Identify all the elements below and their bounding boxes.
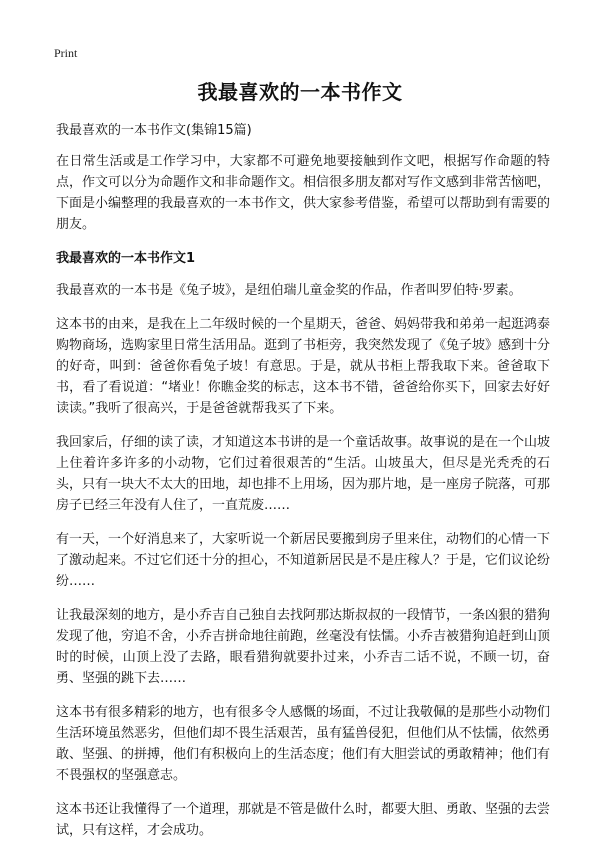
paragraph-5: 让我最深刻的地方，是小乔吉自己独自去找阿那达斯叔叔的一段情节，一条凶狠的猎狗发现了他，穷追不舍，小乔吉拼命地往前跑，丝毫没有怯懦。小乔吉被猎狗追赶到山顶时的时候，山顶上没了去路，眼看猎狗就要扑过来，小乔吉二话不说，不顾一切，奋勇、坚强的跳下去…… bbox=[56, 608, 551, 686]
paragraph-2: 这本书的由来，是我在上二年级时候的一个星期天，爸爸、妈妈带我和弟弟一起逛鸿泰购物商场，选购家里日常生活用品。逛到了书柜旁，我突然发现了《兔子坡》感到十分的好奇，叫到：爸爸你看兔子坡！有意思。于是，就从书柜上帮我取下来。爸爸取下书，看了看说道：“堵业！你瞧金奖的标志，这本书不错，爸爸给你买下，回家去好好读读。”我听了很高兴，于是爸爸就帮我买了下来。 bbox=[56, 317, 551, 416]
paragraph-1: 我最喜欢的一本书是《兔子坡》，是纽伯瑞儿童金奖的作品，作者叫罗伯特·罗素。 bbox=[56, 283, 522, 298]
section-heading: 我最喜欢的一本书作文1 bbox=[56, 251, 196, 266]
print-link[interactable]: Print bbox=[54, 46, 78, 60]
article-subtitle: 我最喜欢的一本书作文(集锦15篇) bbox=[56, 123, 252, 138]
paragraph-4: 有一天，一个好消息来了，大家听说一个新居民要搬到房子里来住，动物们的心情一下了激动起来。不过它们还十分的担心，不知道新居民是不是庄稼人？于是，它们议论纷纷…… bbox=[56, 532, 551, 589]
intro-paragraph: 在日常生活或是工作学习中，大家都不可避免地要接触到作文吧，根据写作命题的特点，作文可以分为命题作文和非命题作文。相信很多朋友都对写作文感到非常苦恼吧，下面是小编整理的我最喜欢的一本书作文，供大家参考借鉴，希望可以帮助到有需要的朋友。 bbox=[56, 154, 551, 232]
article-body bbox=[56, 120, 550, 854]
page-title: 我最喜欢的一本书作文 bbox=[197, 80, 403, 104]
paragraph-6: 这本书有很多精彩的地方，也有很多令人感慨的场面，不过让我敬佩的是那些小动物们生活环境虽然恶劣，但他们却不畏生活艰苦，虽有猛兽侵犯，但他们从不怯懦，依然勇敢、坚强、的拼搏，他们有积极向上的生活态度；他们有大胆尝试的勇敢精神；他们有不畏强权的坚强意志。 bbox=[56, 705, 551, 783]
paragraph-3: 我回家后，仔细的读了读，才知道这本书讲的是一个童话故事。故事说的是在一个山坡上住着许多许多的小动物，它们过着很艰苦的“生活。山坡虽大，但尽是光秃秃的石头，只有一块大不太大的田地，却也排不上用场，因为那片地，是一座房子院落，可那房子已经三年没有人住了，一直荒废…… bbox=[56, 435, 551, 513]
paragraph-7: 这本书还让我懂得了一个道理，那就是不管是做什么时，都要大胆、勇敢、坚强的去尝试，只有这样，才会成功。 bbox=[56, 802, 551, 838]
